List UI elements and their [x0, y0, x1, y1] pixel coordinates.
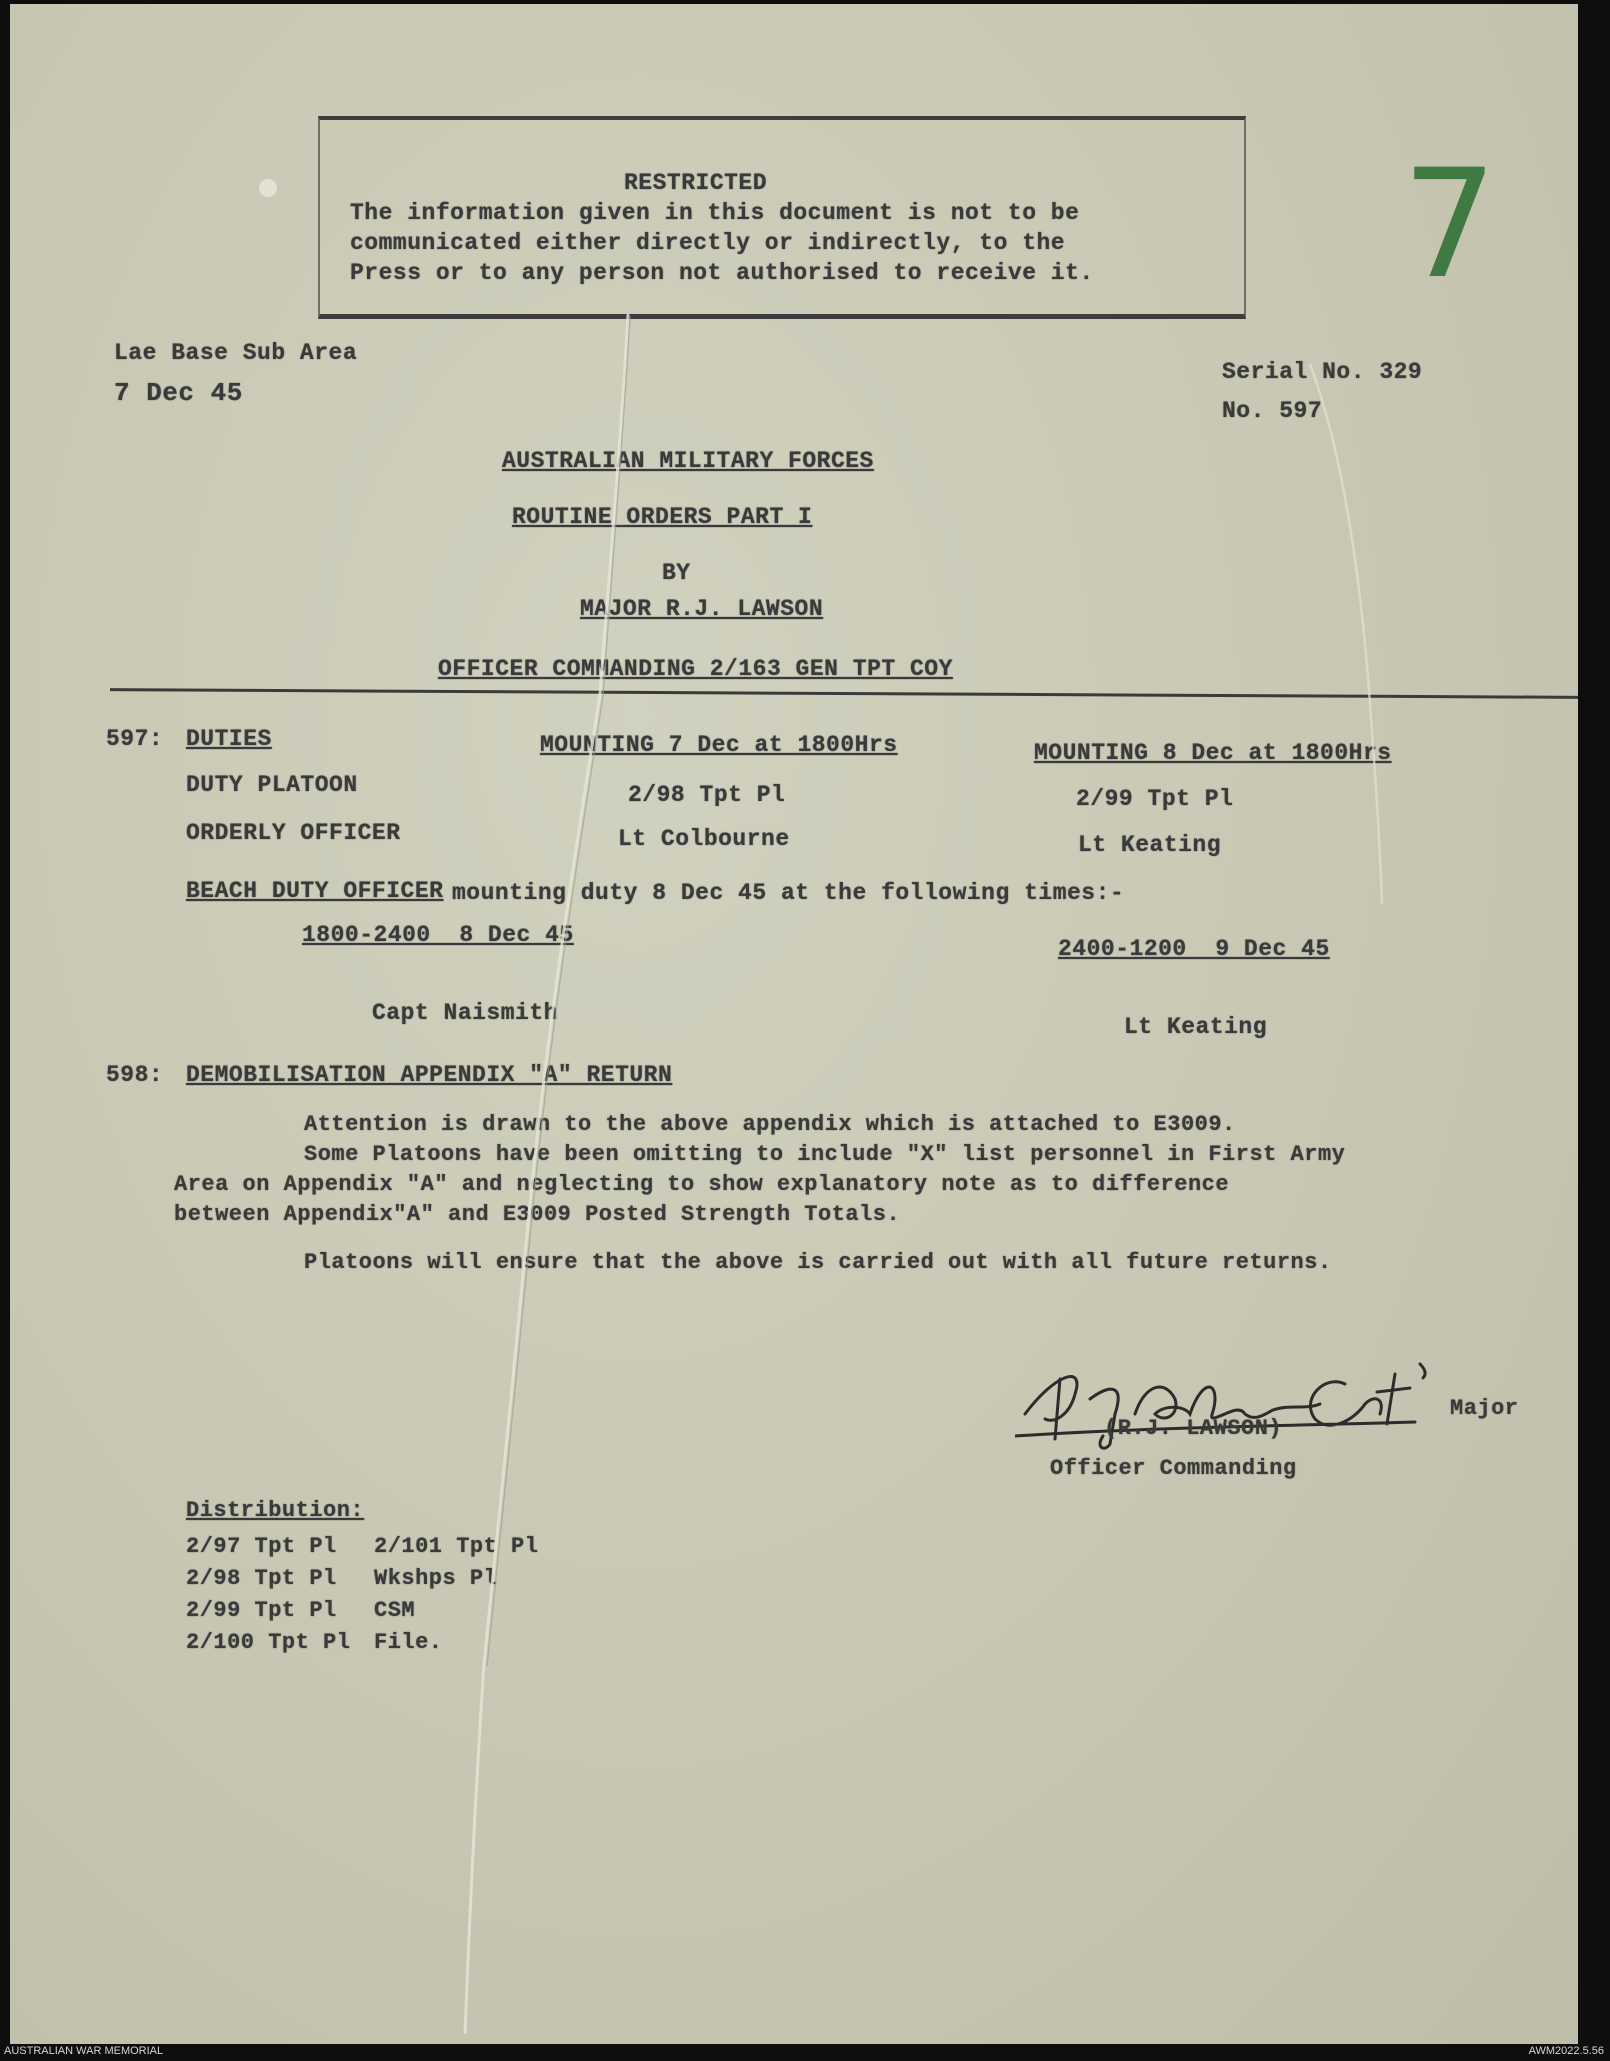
signature-rank: Major — [1450, 1396, 1519, 1421]
restricted-line-2: communicated either directly or indirectly, to the — [350, 230, 1066, 256]
duties-row-value-1: Lt Colbourne — [618, 826, 790, 852]
restricted-line-1: The information given in this document is not to be — [350, 200, 1080, 226]
signature-title: Officer Commanding — [1050, 1456, 1297, 1481]
beach-officer-2: Lt Keating — [1124, 1014, 1268, 1040]
distribution-entry: 2/101 Tpt Pl — [374, 1534, 539, 1559]
header-location: Lae Base Sub Area — [114, 340, 358, 366]
title-line-1: AUSTRALIAN MILITARY FORCES — [502, 448, 874, 474]
duties-column-2-heading: MOUNTING 8 Dec at 1800Hrs — [1034, 740, 1392, 766]
distribution-entry: 2/100 Tpt Pl — [186, 1630, 351, 1655]
beach-duty-text: mounting duty 8 Dec 45 at the following times:- — [452, 880, 1125, 906]
item-598-paragraph-line: Some Platoons have been omitting to include "X" list personnel in First Army — [304, 1142, 1346, 1167]
duties-row-label: DUTY PLATOON — [186, 772, 358, 798]
distribution-entry: CSM — [374, 1598, 416, 1623]
item-597-heading: DUTIES — [186, 726, 272, 752]
beach-duty-officer-label: BEACH DUTY OFFICER — [186, 878, 444, 904]
title-line-5: OFFICER COMMANDING 2/163 GEN TPT COY — [438, 656, 953, 682]
restricted-line-3: Press or to any person not authorised to receive it. — [350, 260, 1094, 286]
item-598-paragraph-line: between Appendix"A" and E3009 Posted Strength Totals. — [174, 1202, 901, 1227]
signature-name: (R.J. LAWSON) — [1104, 1416, 1283, 1441]
title-line-4: MAJOR R.J. LAWSON — [580, 596, 824, 622]
beach-time-1: 1800-2400 8 Dec 45 — [302, 922, 574, 948]
restricted-heading: RESTRICTED — [624, 170, 768, 196]
distribution-entry: 2/97 Tpt Pl — [186, 1534, 337, 1559]
duties-column-1-heading: MOUNTING 7 Dec at 1800Hrs — [540, 732, 898, 758]
footer-archive-id: AWM2022.5.56 — [1528, 2045, 1604, 2057]
title-line-2: ROUTINE ORDERS PART I — [512, 504, 813, 530]
item-598-paragraph-line: Platoons will ensure that the above is carried out with all future returns. — [304, 1250, 1332, 1275]
duties-row-label: ORDERLY OFFICER — [186, 820, 401, 846]
item-598-heading: DEMOBILISATION APPENDIX "A" RETURN — [186, 1062, 673, 1088]
duties-row-value-2: 2/99 Tpt Pl — [1076, 786, 1234, 812]
distribution-entry: File. — [374, 1630, 443, 1655]
section-divider — [110, 688, 1578, 699]
item-598-number: 598: — [106, 1062, 164, 1088]
distribution-entry: 2/99 Tpt Pl — [186, 1598, 337, 1623]
beach-officer-1: Capt Naismith — [372, 1000, 558, 1026]
distribution-entry: Wkshps Pl — [374, 1566, 498, 1591]
item-598-paragraph-line: Attention is drawn to the above appendix which is attached to E3009. — [304, 1112, 1236, 1137]
distribution-entry: 2/98 Tpt Pl — [186, 1566, 337, 1591]
item-598-paragraph-line: Area on Appendix "A" and neglecting to show explanatory note as to difference — [174, 1172, 1230, 1197]
duties-row-value-2: Lt Keating — [1078, 832, 1222, 858]
duties-row-value-1: 2/98 Tpt Pl — [628, 782, 786, 808]
footer-archive-name: AUSTRALIAN WAR MEMORIAL — [4, 2045, 164, 2057]
header-serial: Serial No. 329 — [1222, 359, 1423, 385]
title-line-3: BY — [662, 560, 691, 586]
document-page — [10, 4, 1578, 2044]
distribution-heading: Distribution: — [186, 1498, 365, 1523]
beach-time-2: 2400-1200 9 Dec 45 — [1058, 936, 1330, 962]
header-date: 7 Dec 45 — [114, 378, 243, 408]
header-number: No. 597 — [1222, 398, 1323, 424]
item-597-number: 597: — [106, 726, 164, 752]
pencil-folio-number: 7 — [1402, 138, 1498, 312]
